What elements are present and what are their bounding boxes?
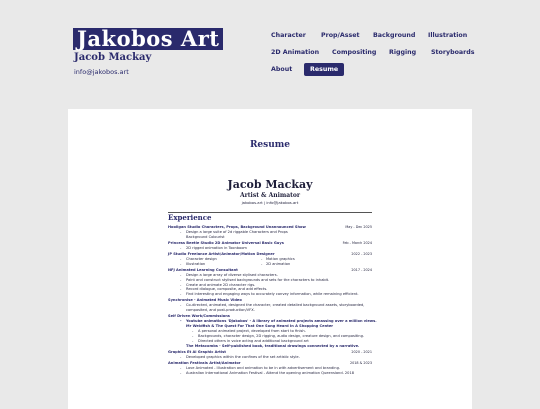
line-text: - Co-directed, animated, designed the character, created detailed background assets, storyboarded, — [186, 303, 364, 307]
line-text: Hooligan Studio Characters, Props, Background Unannounced Show — [168, 225, 306, 229]
entry-date: 2017 - 2024 — [351, 267, 372, 272]
line-text: - Design a large array of diverse stylised characters. — [186, 273, 278, 277]
line-text: - Illustration — [186, 262, 205, 266]
line-text: - Create and animate 2D character rigs. — [186, 283, 255, 287]
line-text-second-column: - Motion graphics — [266, 257, 295, 261]
line-text: - Backgrounds, character design, 2D rigging, audio design, creature design, and compositing. — [198, 334, 364, 338]
resume-role: Artist & Animator — [239, 192, 301, 199]
line-text: - Find interesting and engaging ways to accurately convey information, while remaining efficient. — [186, 292, 359, 296]
resume-document — [68, 109, 472, 409]
line-text: The Metacombs - Self-published book, traditional drawings connected by a narrative. — [186, 343, 360, 348]
line-text: JP Studio Freelance Artist/Animator/Motion Designer — [168, 251, 275, 256]
nav-rigging[interactable]: Rigging — [389, 49, 417, 56]
experience-section — [168, 212, 377, 375]
entry-date: Feb - March 2024 — [342, 240, 372, 245]
line-text: composited, and post-production/VFX. — [186, 308, 255, 313]
line-text: - Paint and construct stylised backgrounds and sets for the characters to inhabit. — [186, 278, 329, 282]
document-title: Resume — [249, 140, 291, 150]
nav-illustration[interactable]: Illustration — [428, 32, 468, 39]
line-text: Background Colourist — [186, 234, 225, 239]
nav-prop-asset[interactable]: Prop/Asset — [321, 32, 360, 39]
contact-email[interactable]: info@jakobos.art — [74, 68, 129, 76]
nav-2d-animation[interactable]: 2D Animation — [271, 49, 320, 56]
resume-contact: jakobos.art | info@jakobos.art — [241, 200, 299, 205]
nav-about[interactable]: About — [271, 66, 293, 73]
line-text: Princess Beetle Studio 2D Animator Universal Basic Guys — [168, 240, 284, 245]
artist-name: Jacob Mackay — [74, 52, 152, 63]
line-text: - Design a large suite of 2d riggable Characters and Props — [186, 230, 288, 234]
line-text: - 2D rigged animation in Toonboom — [186, 246, 247, 250]
line-text: - Australian International Animation Festival - Attend the opening animation Queensland. 2018 — [186, 371, 354, 375]
nav-storyboards[interactable]: Storyboards — [431, 49, 475, 56]
line-text: - Record dialogue, composite, and add effects. — [186, 287, 267, 291]
nav-resume[interactable]: Resume — [304, 63, 344, 76]
line-text: - Love Animated - Illustration and animation to be in with advertisement and branding. — [186, 366, 340, 370]
section-heading: Experience — [168, 212, 372, 222]
entry-date: 2018 & 2023 — [349, 360, 372, 365]
line-text: Animation Festivals Artist/Animator — [168, 360, 241, 365]
entry-date: 2022 - 2023 — [351, 251, 372, 256]
line-text: - Youtube animations 'Djakobos' - A library of animated projects amassing over a million views. — [186, 319, 377, 323]
line-text: Mr Weldfish & The Quest For That One Song Heard In A Shopping Center — [186, 324, 334, 329]
line-text: Self Driven Work/Commissions — [168, 314, 230, 319]
line-text: - Developed graphics within the confines of the set artistic style. — [186, 355, 300, 359]
entry-date: 2020 - 2021 — [351, 349, 372, 354]
line-text-second-column: - 2D animation — [266, 262, 290, 266]
line-text: NFJ Animated Learning Consultant — [168, 267, 238, 272]
resume-name: Jacob Mackay — [227, 178, 313, 191]
nav-background[interactable]: Background — [373, 32, 416, 39]
line-text: Graphics Et Al Graphic Artist — [168, 349, 226, 354]
nav-character[interactable]: Character — [271, 32, 306, 39]
line-text: - A personal animated project, developed from start to finish. — [198, 329, 306, 333]
line-text: Synchronise - Animated Music Video — [168, 298, 242, 303]
line-text: - Character design — [186, 257, 217, 261]
line-text: - Directed others in voice acting and additional background art — [198, 339, 309, 343]
entry-date: May - Dec 2025 — [345, 225, 372, 229]
site-logo[interactable]: Jakobos Art — [73, 28, 223, 50]
nav-compositing[interactable]: Compositing — [332, 49, 377, 56]
